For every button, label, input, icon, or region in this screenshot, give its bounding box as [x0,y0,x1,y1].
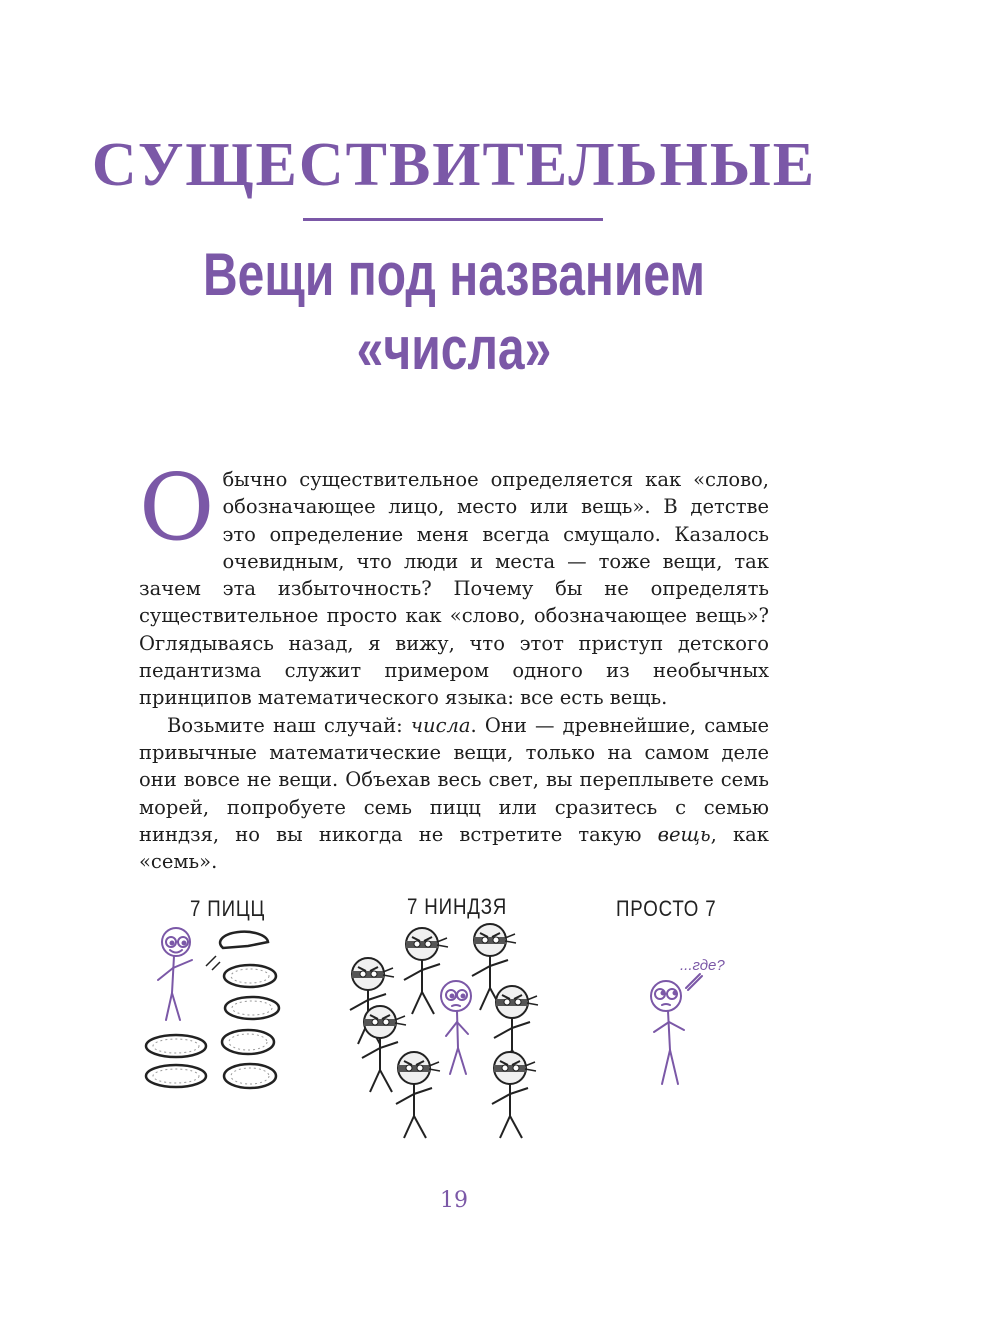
subtitle-line-1: Вещи под названием [203,241,705,308]
title-divider [303,218,603,221]
label-just-seven: ПРОСТО 7 [616,896,717,921]
paragraph-2-text-a: Возьмите наш случай: [167,713,411,737]
emphasis-thing: вещь [657,822,711,846]
page-number: 19 [440,1188,468,1213]
paragraph-2-text-c: , как «семь». [139,822,769,874]
drop-cap: О [139,454,215,561]
paragraph-1-text: бычно существительное определяется как «слово, обозначающее лицо, место или вещь». В детстве это определение меня всегда смущало. Казалось очевидным, что люди и места — тоже вещи, так зачем эта избыточность? Почему бы не определять существительное просто как «слово, обозначающее вещь»? Оглядываясь назад, я вижу, что этот приступ детского педантизма служит примером одного из необычных принципов математического языка: все есть вещь. [139,468,769,710]
chapter-title: СУЩЕСТВИТЕЛЬНЫЕ [91,131,817,199]
ninja-illustration [330,918,580,1148]
paragraph-2 [139,712,769,876]
label-seven-pizzas: 7 ПИЦЦ [190,896,266,921]
paragraph-2-text-b: . Они — древнейшие, самые привычные математические вещи, только на самом деле они вовсе не вещи. Объехав весь свет, вы переплывете семь морей, попробуете семь пицц или сразитесь с семью ниндзя, но вы никогда не встретите такую [139,713,770,846]
emphasis-numbers: числа [410,713,471,737]
speech-text: ...где? [680,957,725,974]
chapter-subtitle [91,238,817,386]
body-text [139,454,770,875]
pizza-illustration [140,918,300,1098]
just-seven-illustration [640,950,750,1090]
paragraph-1 [139,454,769,712]
label-seven-ninjas: 7 НИНДЗЯ [407,894,508,919]
subtitle-line-2: «числа» [356,315,552,382]
